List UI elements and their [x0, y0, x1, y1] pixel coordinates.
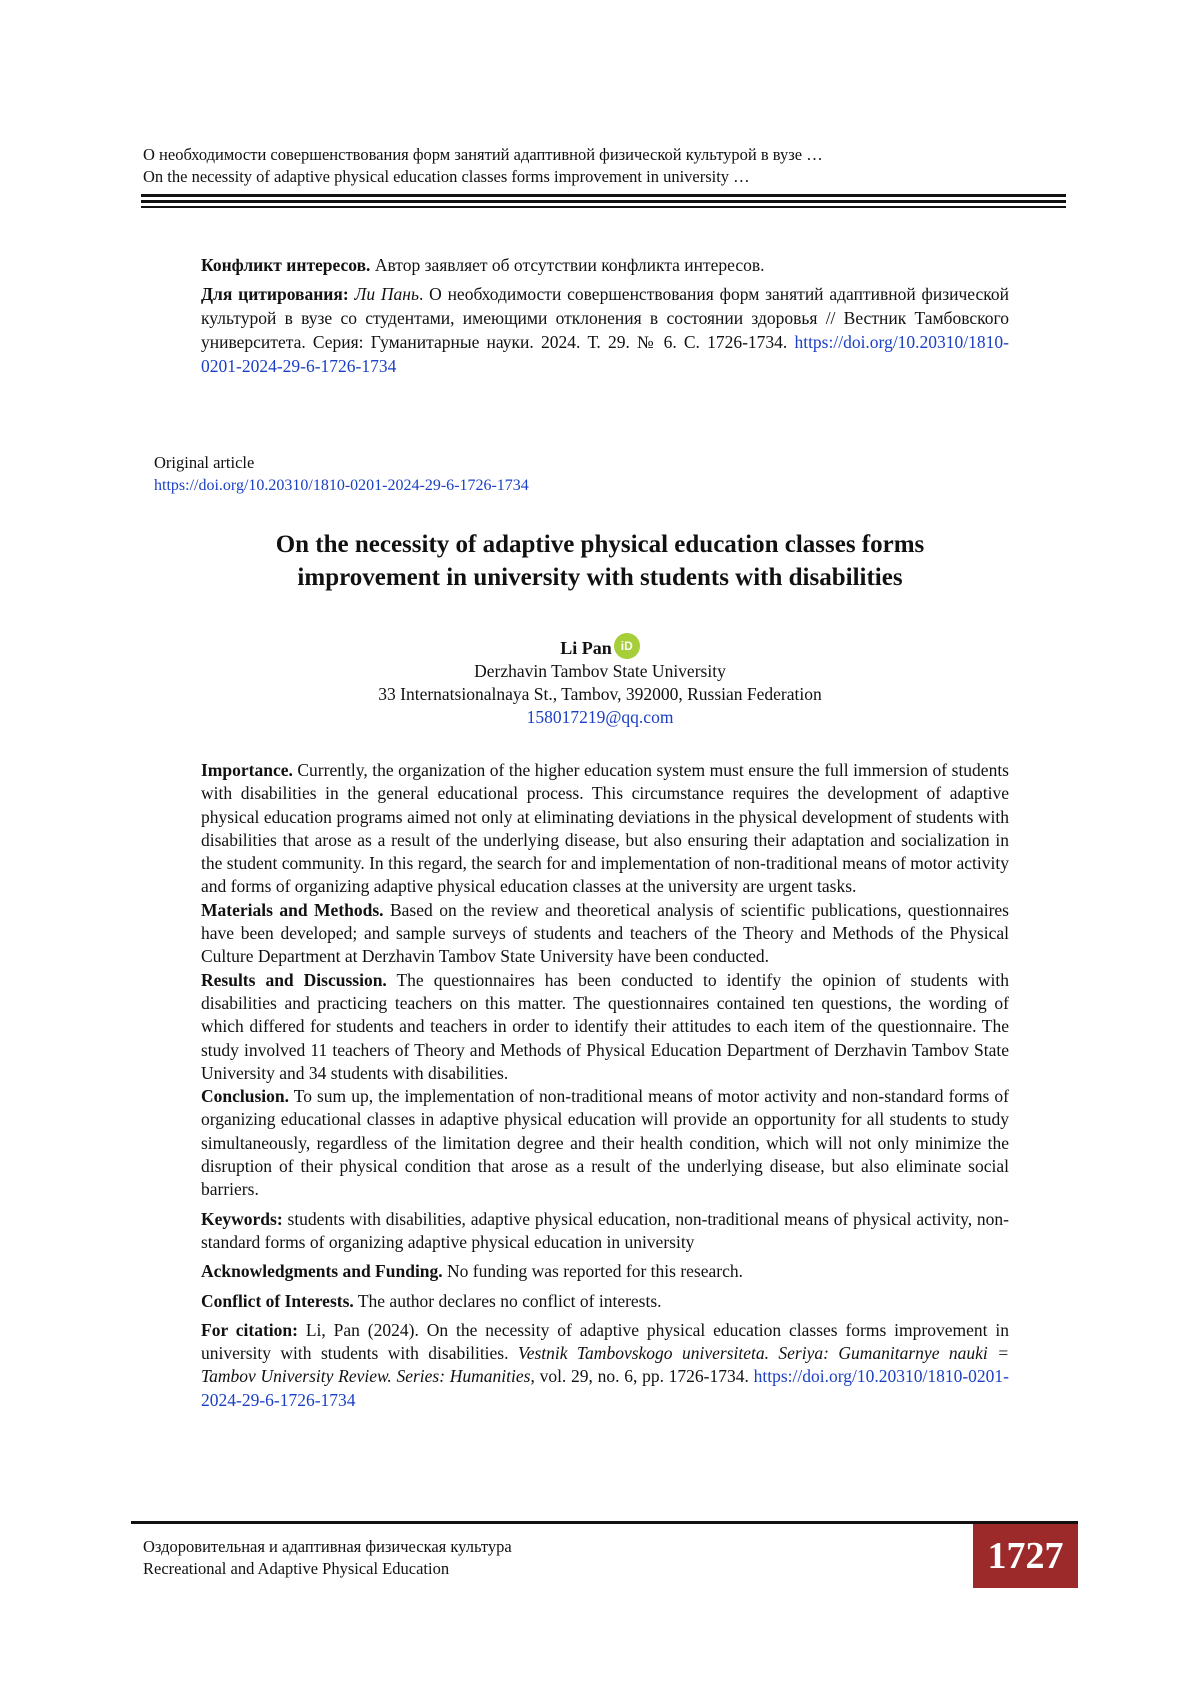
- keywords-text: students with disabilities, adaptive physical education, non-traditional means of physical activity, non-standard forms of organizing adaptive physical education in university: [201, 1208, 1009, 1252]
- author-address: 33 Internatsionalnaya St., Tambov, 392000, Russian Federation: [378, 684, 822, 704]
- author-block: [150, 633, 1050, 729]
- methods-label: Materials and Methods.: [201, 899, 384, 920]
- running-header-en: On the necessity of adaptive physical education classes forms improvement in university …: [143, 167, 750, 186]
- author-email-link[interactable]: 158017219@qq.com: [526, 707, 674, 727]
- abstract-results: [201, 969, 1009, 1085]
- ru-citation-author: Ли Пань: [348, 284, 419, 304]
- footer-journal-ru: Оздоровительная и адаптивная физическая культура: [143, 1537, 512, 1556]
- abstract-conflict: [201, 1290, 1009, 1313]
- abstract: [201, 759, 1009, 1412]
- results-label: Results and Discussion.: [201, 969, 387, 990]
- importance-label: Importance.: [201, 760, 293, 780]
- footer-journal: [143, 1536, 512, 1580]
- funding-text: No funding was reported for this research.: [442, 1261, 743, 1282]
- abstract-funding: [201, 1260, 1009, 1283]
- ru-citation-label: Для цитирования:: [201, 284, 349, 304]
- ru-citation-paragraph: [201, 282, 1009, 378]
- citation-journal: Vestnik Tambovskogo universiteta. Seriya: Gumanitarnye nauki = Tambov University Review. Series: Humanities: [201, 1343, 1010, 1387]
- title-line-1: On the necessity of adaptive physical education classes forms: [275, 531, 925, 558]
- citation-text: Li, Pan (2024). On the necessity of adaptive physical education classes forms improvement in university with students with disabilities.: [201, 1319, 1009, 1364]
- abstract-citation: [201, 1319, 1009, 1412]
- ru-conflict-text: Автор заявляет об отсутствии конфликта интересов.: [370, 255, 765, 275]
- page-number: 1727: [973, 1524, 1078, 1588]
- funding-label: Acknowledgments and Funding.: [201, 1261, 443, 1282]
- abstract-importance: [201, 759, 1009, 899]
- orcid-icon[interactable]: iD: [614, 633, 640, 659]
- ru-citation-doi-link[interactable]: https://doi.org/10.20310/1810-0201-2024-29-6-1726-1734: [201, 332, 1009, 376]
- abstract-keywords: [201, 1208, 1009, 1255]
- header-rule: [141, 194, 1066, 208]
- running-header: [143, 144, 823, 188]
- abstract-methods: [201, 899, 1009, 969]
- article-meta: [154, 452, 529, 497]
- ru-conflict-paragraph: [201, 253, 1009, 277]
- running-header-ru: О необходимости совершенствования форм занятий адаптивной физической культурой в вузе …: [143, 145, 823, 164]
- results-text: The questionnaires has been conducted to identify the opinion of students with disabilities and practicing teachers on this matter. The questionnaires contained ten questions, the wording of which differed for students and teachers in order to identify their attitudes to each item of the questionnaire. The study involved 11 teachers of Theory and Methods of Physical Education Department of Derzhavin Tambov State University and 34 students with disabilities.: [201, 969, 1009, 1083]
- author-name: Li Pan: [560, 638, 612, 658]
- ru-citation-text: . О необходимости совершенствования форм занятий адаптивной физической культурой в вузе со студентами, имеющими отклонения в состоянии здоровья // Вестник Тамбовского университета. Серия: Гуманитарные науки. 2024. Т. 29. № 6. С. 1726-1734.: [201, 284, 1009, 352]
- methods-text: Based on the review and theoretical analysis of scientific publications, questionnaires have been developed; and sample surveys of students and teachers of the Theory and Methods of the Physical Culture Department at Derzhavin Tambov State University have been conducted.: [201, 899, 1009, 967]
- citation-tail: , vol. 29, no. 6, pp. 1726-1734.: [530, 1366, 754, 1387]
- footer-journal-en: Recreational and Adaptive Physical Education: [143, 1559, 450, 1578]
- conflict-text: The author declares no conflict of interests.: [353, 1290, 662, 1311]
- footer-rule: [131, 1521, 1078, 1524]
- conclusion-label: Conclusion.: [201, 1086, 290, 1107]
- keywords-label: Keywords:: [201, 1208, 283, 1229]
- conflict-label: Conflict of Interests.: [201, 1290, 354, 1311]
- importance-text: Currently, the organization of the higher education system must ensure the full immersion of students with disabilities in the general educational process. This circumstance requires the development of adaptive physical education programs aimed not only at eliminating deviations in the physical development of students with disabilities that arose as a result of the underlying disease, but also ensuring their adaptation and socialization in the student community. In this regard, the search for and implementation of non-traditional means of motor activity and forms of organizing adaptive physical education classes at the university are urgent tasks.: [201, 760, 1009, 897]
- author-affiliation: Derzhavin Tambov State University: [474, 661, 726, 681]
- article-type: Original article: [154, 453, 255, 472]
- citation-label: For citation:: [201, 1319, 298, 1340]
- article-title: [150, 528, 1050, 594]
- citation-doi-link[interactable]: https://doi.org/10.20310/1810-0201-2024-29-6-1726-1734: [201, 1366, 1009, 1410]
- title-line-2: improvement in university with students with disabilities: [297, 564, 903, 591]
- russian-metadata-block: [201, 253, 1009, 383]
- article-doi-link[interactable]: https://doi.org/10.20310/1810-0201-2024-29-6-1726-1734: [154, 477, 529, 494]
- conclusion-text: To sum up, the implementation of non-traditional means of motor activity and non-standard forms of organizing educational classes in adaptive physical education will provide an opportunity for all students to study simultaneously, regardless of the limitation degree and their health condition, which will not only minimize the disruption of their physical condition that arose as a result of the underlying disease, but also eliminate social barriers.: [201, 1086, 1009, 1200]
- author-line: [150, 633, 1050, 660]
- ru-conflict-label: Конфликт интересов.: [201, 255, 371, 275]
- abstract-conclusion: [201, 1085, 1009, 1201]
